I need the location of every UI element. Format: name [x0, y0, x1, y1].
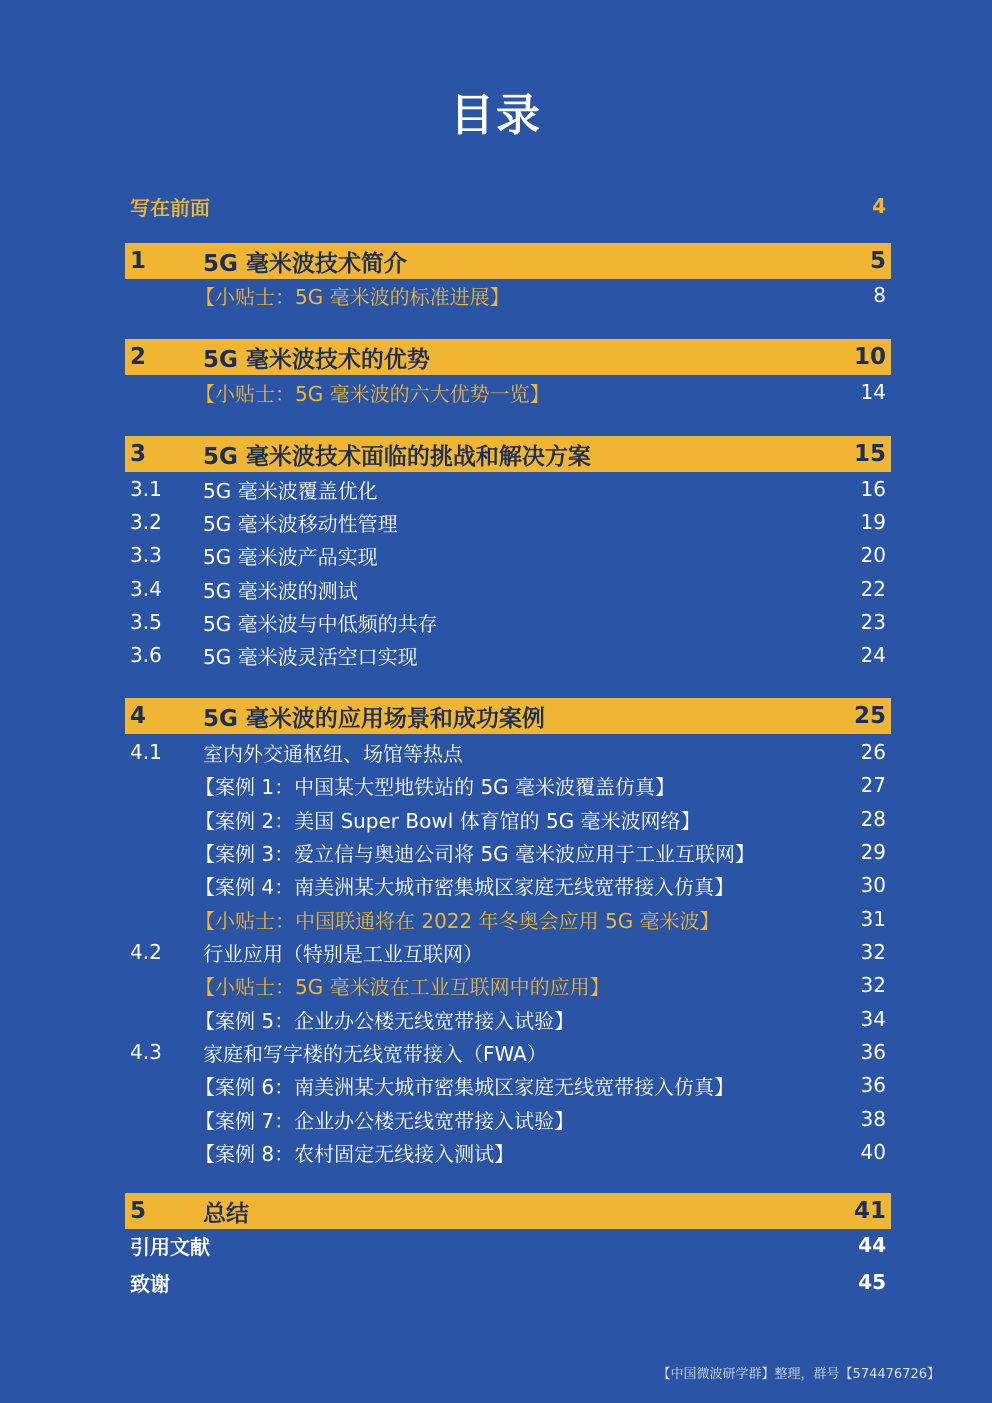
toc-entry-page: 34: [860, 1007, 886, 1031]
toc-entry-text: 引用文献: [130, 1234, 210, 1259]
toc-section-3-3[interactable]: [125, 537, 891, 573]
toc-section-page: 23: [860, 610, 886, 634]
toc-chapter-page: 15: [853, 441, 886, 467]
toc-chapter-page: 10: [853, 344, 886, 370]
toc-chapter-number: 5: [130, 1198, 147, 1224]
toc-entry-page: 8: [873, 283, 886, 307]
toc-chapter-5[interactable]: [125, 1193, 891, 1229]
toc-case[interactable]: [125, 1001, 891, 1037]
toc-section-4-3[interactable]: [125, 1034, 891, 1070]
toc-entry-acknowledgements[interactable]: [125, 1264, 891, 1300]
toc-entry-text: 【案例 5：企业办公楼无线宽带接入试验】: [195, 1008, 575, 1033]
toc-entry-page: 36: [860, 1073, 886, 1097]
toc-section-4-1[interactable]: [125, 734, 891, 770]
toc-section-number: 3.1: [130, 477, 162, 501]
toc-chapter-number: 4: [130, 703, 147, 729]
toc-entry-text: 【小贴士：5G 毫米波的六大优势一览】: [195, 381, 550, 406]
toc-section-title: 5G 毫米波移动性管理: [203, 511, 398, 536]
toc-entry-text: 写在前面: [130, 195, 210, 220]
toc-section-number: 3.5: [130, 610, 162, 634]
toc-case[interactable]: [125, 1101, 891, 1137]
toc-section-title: 室内外交通枢纽、场馆等热点: [203, 741, 463, 766]
toc-case[interactable]: [125, 834, 891, 870]
toc-entry-text: 致谢: [130, 1271, 170, 1296]
toc-chapter-4[interactable]: [125, 698, 891, 734]
toc-entry-preface[interactable]: [125, 188, 891, 224]
toc-chapter-page: 41: [853, 1198, 886, 1224]
toc-entry-page: 30: [860, 873, 886, 897]
toc-section-page: 20: [860, 543, 886, 567]
toc-chapter-page: 25: [853, 703, 886, 729]
toc-chapter-page: 5: [869, 248, 886, 274]
toc-section-page: 32: [860, 940, 886, 964]
toc-entry-page: 14: [860, 380, 886, 404]
toc-section-page: 36: [860, 1040, 886, 1064]
page-title: 目录: [450, 90, 542, 141]
toc-chapter-number: 3: [130, 441, 147, 467]
toc-entry-page: 32: [860, 973, 886, 997]
toc-section-number: 3.3: [130, 543, 162, 567]
footer-note: 【中国微波研学群】整理，群号【574476726】: [657, 1367, 940, 1382]
toc-section-number: 4.3: [130, 1040, 162, 1064]
toc-section-title: 5G 毫米波与中低频的共存: [203, 611, 438, 636]
toc-chapter-title: 5G 毫米波技术简介: [203, 250, 407, 277]
toc-section-page: 19: [860, 510, 886, 534]
toc-tip[interactable]: [125, 901, 891, 937]
toc-case[interactable]: [125, 1134, 891, 1170]
toc-chapter-title: 5G 毫米波的应用场景和成功案例: [203, 705, 545, 732]
toc-section-title: 5G 毫米波产品实现: [203, 544, 378, 569]
toc-section-title: 行业应用（特别是工业互联网）: [203, 941, 483, 966]
toc-section-title: 5G 毫米波灵活空口实现: [203, 644, 418, 669]
toc-section-4-2[interactable]: [125, 934, 891, 970]
toc-entry-page: 38: [860, 1107, 886, 1131]
toc-entry-text: 【案例 4：南美洲某大城市密集城区家庭无线宽带接入仿真】: [195, 874, 735, 899]
toc-case[interactable]: [125, 801, 891, 837]
toc-chapter-1[interactable]: [125, 243, 891, 279]
toc-entry-text: 【案例 2：美国 Super Bowl 体育馆的 5G 毫米波网络】: [195, 808, 701, 833]
toc-chapter-number: 1: [130, 248, 147, 274]
toc-section-3-1[interactable]: [125, 471, 891, 507]
toc-entry-page: 4: [872, 194, 886, 218]
toc-section-page: 22: [860, 577, 886, 601]
toc-tip[interactable]: [125, 277, 891, 313]
toc-entry-text: 【小贴士：5G 毫米波在工业互联网中的应用】: [195, 974, 610, 999]
toc-tip[interactable]: [125, 967, 891, 1003]
toc-entry-text: 【小贴士：5G 毫米波的标准进展】: [195, 284, 510, 309]
toc-entry-page: 29: [860, 840, 886, 864]
toc-section-page: 16: [860, 477, 886, 501]
toc-section-number: 4.1: [130, 740, 162, 764]
toc-chapter-title: 5G 毫米波技术面临的挑战和解决方案: [203, 443, 591, 470]
toc-section-number: 4.2: [130, 940, 162, 964]
toc-section-page: 26: [860, 740, 886, 764]
toc-section-3-4[interactable]: [125, 571, 891, 607]
toc-entry-text: 【案例 3：爱立信与奥迪公司将 5G 毫米波应用于工业互联网】: [195, 841, 756, 866]
toc-tip[interactable]: [125, 374, 891, 410]
toc-entry-text: 【案例 8：农村固定无线接入测试】: [195, 1141, 515, 1166]
toc-entry-references[interactable]: [125, 1227, 891, 1263]
toc-case[interactable]: [125, 767, 891, 803]
toc-section-number: 3.6: [130, 643, 162, 667]
toc-entry-page: 44: [858, 1233, 886, 1257]
toc-section-title: 5G 毫米波覆盖优化: [203, 478, 378, 503]
toc-entry-page: 45: [858, 1270, 886, 1294]
toc-chapter-number: 2: [130, 344, 147, 370]
toc-chapter-title: 5G 毫米波技术的优势: [203, 346, 430, 373]
toc-section-title: 家庭和写字楼的无线宽带接入（FWA）: [203, 1041, 547, 1066]
toc-section-3-6[interactable]: [125, 637, 891, 673]
toc-case[interactable]: [125, 1067, 891, 1103]
toc-entry-page: 40: [860, 1140, 886, 1164]
toc-entry-text: 【案例 7：企业办公楼无线宽带接入试验】: [195, 1108, 575, 1133]
toc-entry-page: 28: [860, 807, 886, 831]
toc-section-title: 5G 毫米波的测试: [203, 578, 358, 603]
toc-section-page: 24: [860, 643, 886, 667]
toc-entry-page: 27: [860, 773, 886, 797]
toc-entry-text: 【案例 1：中国某大型地铁站的 5G 毫米波覆盖仿真】: [195, 774, 676, 799]
toc-section-number: 3.2: [130, 510, 162, 534]
toc-entry-text: 【案例 6：南美洲某大城市密集城区家庭无线宽带接入仿真】: [195, 1074, 735, 1099]
toc-chapter-2[interactable]: [125, 339, 891, 375]
toc-entry-page: 31: [860, 907, 886, 931]
toc-section-3-2[interactable]: [125, 504, 891, 540]
toc-chapter-title: 总结: [203, 1200, 249, 1227]
toc-chapter-3[interactable]: [125, 436, 891, 472]
toc-section-number: 3.4: [130, 577, 162, 601]
toc-case[interactable]: [125, 867, 891, 903]
toc-section-3-5[interactable]: [125, 604, 891, 640]
toc-entry-text: 【小贴士：中国联通将在 2022 年冬奥会应用 5G 毫米波】: [195, 908, 720, 933]
